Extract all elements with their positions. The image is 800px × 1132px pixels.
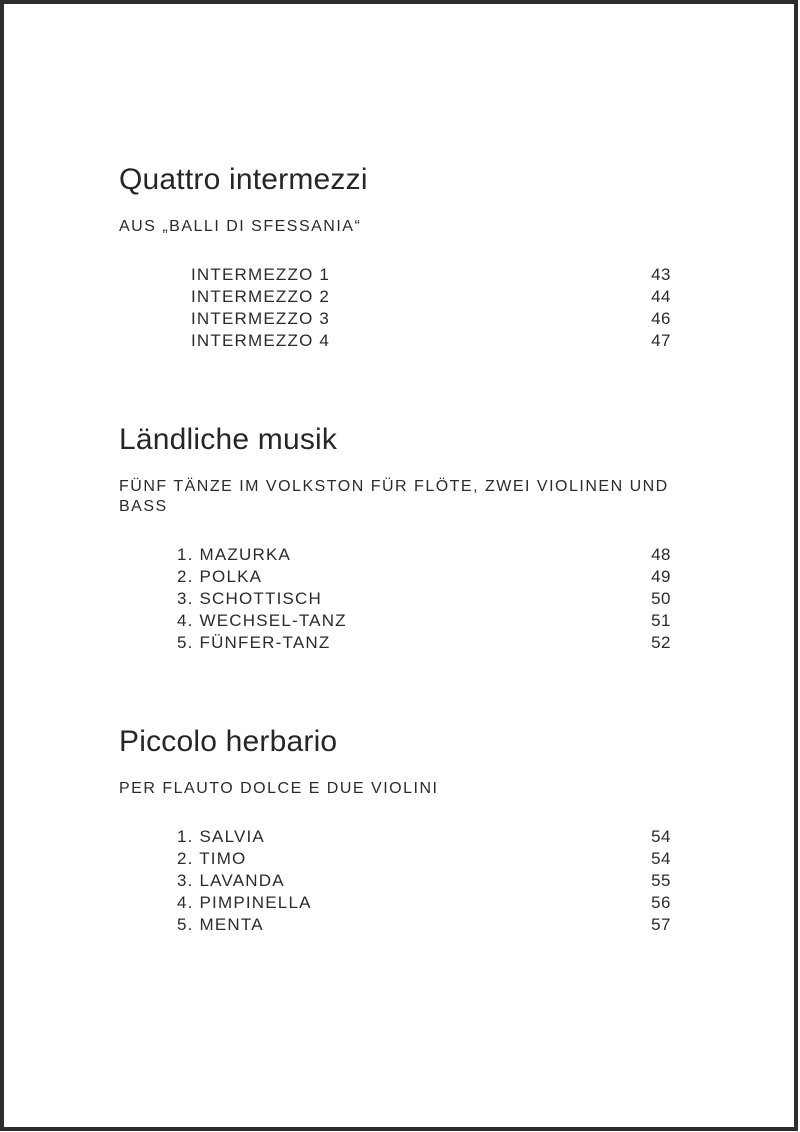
toc-section-piccolo-herbario <box>119 727 671 936</box>
toc-row <box>177 848 671 870</box>
toc-item-label: INTERMEZZO 1 <box>191 265 331 284</box>
toc-page-number: 44 <box>651 287 671 306</box>
toc-row <box>177 544 671 566</box>
toc-page-number: 55 <box>651 871 671 890</box>
toc-row <box>191 330 671 352</box>
section-subtitle: FÜNF TÄNZE IM VOLKSTON FÜR FLÖTE, ZWEI VIOLINEN UND BASS <box>119 478 669 515</box>
toc-page-number: 43 <box>651 265 671 284</box>
toc-row <box>177 914 671 936</box>
section-heading: Ländliche musik <box>119 423 338 456</box>
toc-row <box>177 892 671 914</box>
section-heading: Quattro intermezzi <box>119 163 368 196</box>
toc-page-number: 54 <box>651 827 671 846</box>
toc-page-number: 51 <box>651 611 671 630</box>
toc-row <box>177 588 671 610</box>
section-subtitle: PER FLAUTO DOLCE E DUE VIOLINI <box>119 780 439 797</box>
toc-page-number: 52 <box>651 633 671 652</box>
toc-section-quattro-intermezzi <box>119 165 671 352</box>
toc-item-label: 2. TIMO <box>177 849 247 868</box>
toc-item-label: 3. SCHOTTISCH <box>177 589 323 608</box>
toc-page-number: 49 <box>651 567 671 586</box>
section-subtitle: AUS „BALLI DI SFESSANIA“ <box>119 218 362 235</box>
toc-item-label: 5. MENTA <box>177 915 264 934</box>
section-heading: Piccolo herbario <box>119 725 338 758</box>
toc-row <box>177 610 671 632</box>
toc-row <box>177 632 671 654</box>
toc-content <box>4 4 671 936</box>
toc-item-label: 2. POLKA <box>177 567 263 586</box>
toc-page-number: 47 <box>651 331 671 350</box>
toc-item-label: 5. FÜNFER-TANZ <box>177 633 331 652</box>
toc-list <box>119 826 671 936</box>
toc-section-laendliche-musik <box>119 425 671 654</box>
toc-list <box>119 544 671 654</box>
toc-page-number: 54 <box>651 849 671 868</box>
toc-item-label: INTERMEZZO 2 <box>191 287 331 306</box>
toc-page-number: 48 <box>651 545 671 564</box>
toc-page-number: 57 <box>651 915 671 934</box>
toc-row <box>177 870 671 892</box>
toc-row <box>177 566 671 588</box>
toc-item-label: 4. WECHSEL-TANZ <box>177 611 347 630</box>
toc-list <box>119 264 671 352</box>
toc-item-label: 1. MAZURKA <box>177 545 292 564</box>
toc-page-number: 46 <box>651 309 671 328</box>
toc-item-label: INTERMEZZO 3 <box>191 309 331 328</box>
toc-row <box>177 826 671 848</box>
toc-row <box>191 308 671 330</box>
toc-item-label: 4. PIMPINELLA <box>177 893 312 912</box>
toc-row <box>191 286 671 308</box>
toc-item-label: 3. LAVANDA <box>177 871 285 890</box>
toc-item-label: 1. SALVIA <box>177 827 265 846</box>
toc-item-label: INTERMEZZO 4 <box>191 331 331 350</box>
toc-page-number: 56 <box>651 893 671 912</box>
toc-row <box>191 264 671 286</box>
toc-page-number: 50 <box>651 589 671 608</box>
